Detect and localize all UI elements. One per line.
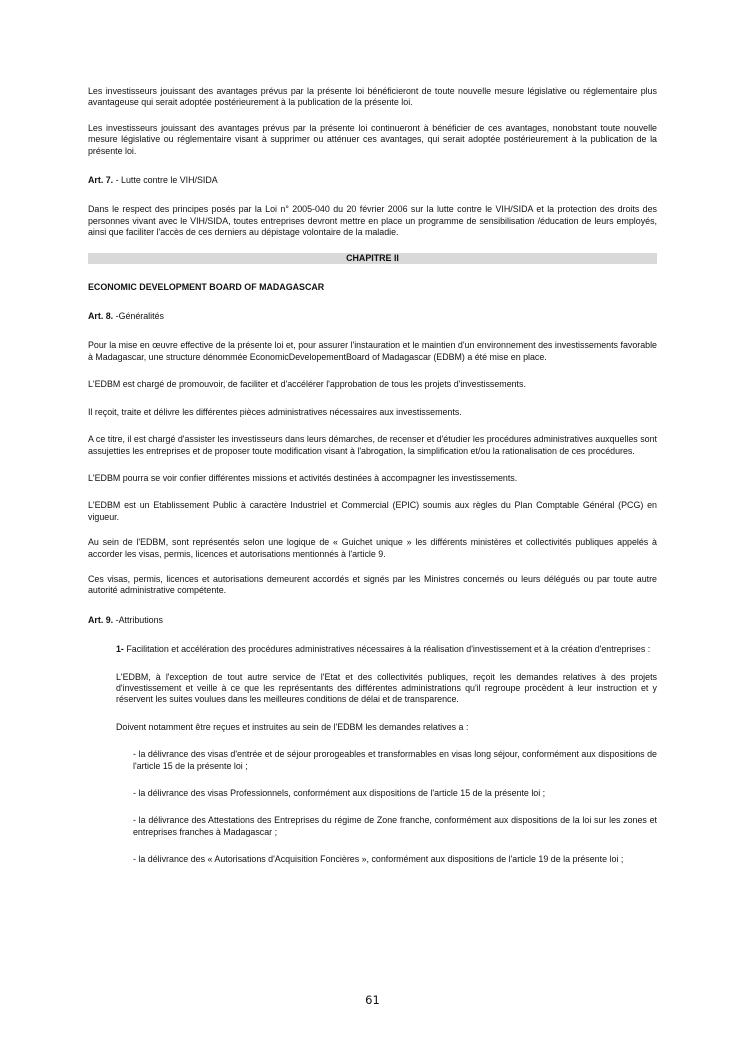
page-number: 61 [365,993,380,1007]
art7-heading [88,175,657,186]
art8-heading [88,311,657,322]
art8-paragraph-3: Il reçoit, traite et délivre les différentes pièces administratives nécessaires aux investissements. [88,406,462,417]
document-page [88,86,657,866]
art8-paragraph-1: Pour la mise en œuvre effective de la présente loi et, pour assurer l'instauration et le maintien d'un environnement des investissements favorable à Madagascar, une structure dénommée EconomicDevelopementBoard of Madagascar (EDBM) a été mise en place. [88,340,657,362]
art7-label: Art. 7. [88,175,114,186]
art8-paragraph-2: L'EDBM est chargé de promouvoir, de faciliter et d'accélérer l'approbation de tous les projets d'investissements. [88,379,526,390]
art8-title: -Généralités [113,311,164,322]
art9-bullet-1: - la délivrance des visas d'entrée et de séjour prorogeables et transformables en visas long séjour, conformément aux dispositions de l'article 15 de la présente loi ; [133,749,657,771]
art9-bullet-2: - la délivrance des visas Professionnels, conformément aux dispositions de l'article 15 de la présente loi ; [133,788,546,798]
art8-paragraph-7: Au sein de l'EDBM, sont représentés selon une logique de « Guichet unique » les différents ministères et collectivités publiques appelés à accorder les visas, permis, licences et autorisations mentionnés à l'article 9. [88,537,657,559]
paragraph-investors-new-measures: Les investisseurs jouissant des avantages prévus par la présente loi bénéficieront de toute nouvelle mesure législative ou réglementaire plus avantageuse qui serait adoptée postérieurement à la publication de la présente loi. [88,86,657,108]
art8-paragraph-4: A ce titre, il est chargé d'assister les investisseurs dans leurs démarches, de recenser et d'étudier les procédures administratives auxquelles sont assujetties les entreprises et de proposer toute modification visant à l'abrogation, la simplification et/ou la rationalisation de ces procédures. [88,434,657,456]
art9-heading [88,615,657,626]
art9-bullet-4: - la délivrance des « Autorisations d'Acquisition Foncières », conformément aux dispositions de l'article 19 de la présente loi ; [133,854,624,865]
art8-paragraph-5: L'EDBM pourra se voir confier différentes missions et activités destinées à accompagner les investissements. [88,472,518,483]
art8-paragraph-8: Ces visas, permis, licences et autorisations demeurent accordés et signés par les Ministres concernés ou leurs délégués ou par toute autre autorité administrative compétente. [88,573,657,596]
art9-item-1-number: 1- [116,644,124,655]
art9-title: -Attributions [113,614,163,625]
art9-bullet-3: - la délivrance des Attestations des Entreprises du régime de Zone franche, conformément aux dispositions de la loi sur les zones et entreprises franches à Madagascar ; [133,815,657,837]
art9-item-1 [116,644,657,655]
art9-label: Art. 9. [88,614,114,625]
paragraph-investors-continue: Les investisseurs jouissant des avantages prévus par la présente loi continueront à bénéficier de ces avantages, nonobstant toute nouvelle mesure législative ou réglementaire visant à supprimer ou atténuer ces avantages, qui serait adoptée postérieurement à la publication de la présente loi. [88,122,657,156]
art8-label: Art. 8. [88,311,114,322]
art7-text: Dans le respect des principes posés par la Loi n° 2005-040 du 20 février 2006 sur la lutte contre le VIH/SIDA et la protection des droits des personnes vivant avec le VIH/SIDA, toutes entreprises devront mettre en place un programme de sensibilisation /éducation de leurs employés, ainsi que faciliter l'accès de ces derniers au dépistage volontaire de la maladie. [88,204,657,238]
art7-title: - Lutte contre le VIH/SIDA [113,175,218,186]
chapter-title: ECONOMIC DEVELOPMENT BOARD OF MADAGASCAR [88,281,325,292]
art8-paragraph-6: L'EDBM est un Etablissement Public à caractère Industriel et Commercial (EPIC) soumis aux règles du Plan Comptable Général (PCG) en vigueur. [88,500,657,522]
art9-paragraph-1: L'EDBM, à l'exception de tout autre service de l'Etat et des collectivités publiques, reçoit les demandes relatives à des projets d'investissement et veille à ce que les représentants des différentes administrations qu'il regroupe procèdent à leur instruction et y réservent les suites voulues dans les meilleures conditions de délai et de transparence. [116,671,657,705]
chapter-heading-bar: CHAPITRE II [88,253,657,264]
art9-item-1-text: Facilitation et accélération des procédures administratives nécessaires à la réalisation d'investissement et à la création d'entreprises : [123,644,651,655]
art9-paragraph-2: Doivent notamment être reçues et instruites au sein de l'EDBM les demandes relatives a : [116,721,469,732]
